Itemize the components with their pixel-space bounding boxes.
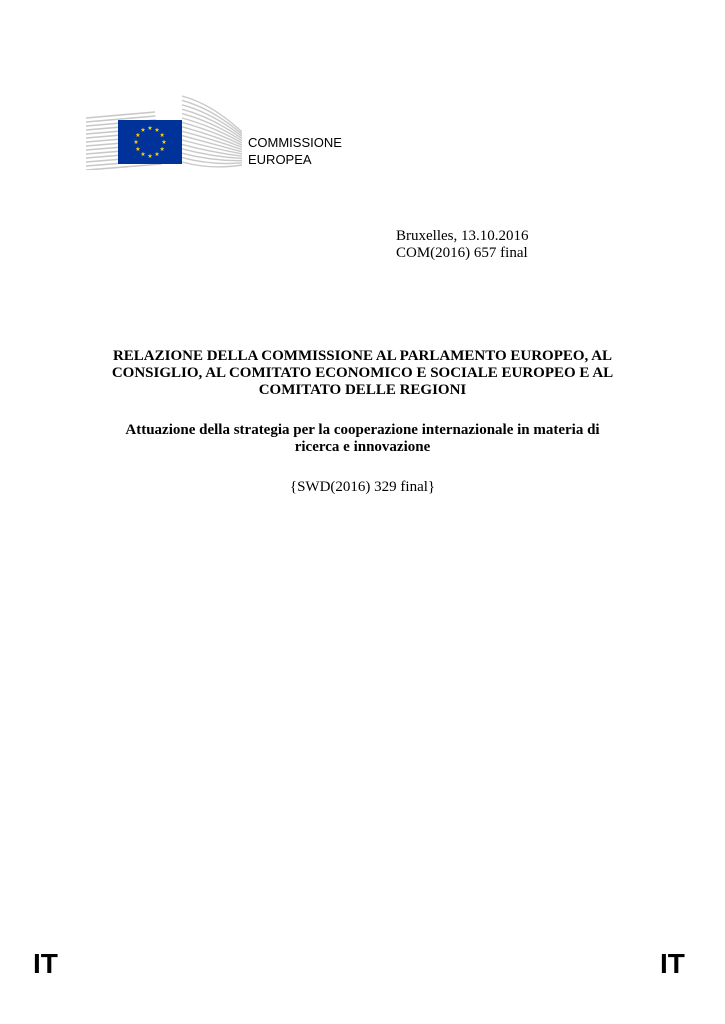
title-line-2: CONSIGLIO, AL COMITATO ECONOMICO E SOCIALE EUROPEO E AL — [111, 365, 614, 381]
subtitle-line-2: ricerca e innovazione — [294, 439, 431, 455]
organization-name — [248, 134, 342, 168]
document-title — [100, 348, 625, 399]
language-code-right: IT — [660, 948, 685, 979]
european-commission-logo-icon — [86, 92, 242, 170]
place-date: Bruxelles, 13.10.2016 — [396, 228, 529, 244]
title-line-3: COMITATO DELLE REGIONI — [258, 382, 467, 398]
org-line-2: EUROPEA — [248, 152, 312, 167]
subtitle-line-1: Attuazione della strategia per la cooperazione internazionale in materia di — [125, 422, 600, 438]
title-line-1: RELAZIONE DELLA COMMISSIONE AL PARLAMENTO EUROPEO, AL — [112, 348, 613, 364]
org-line-1: COMMISSIONE — [248, 135, 342, 150]
reference-block — [396, 228, 529, 262]
document-subtitle — [100, 422, 625, 456]
document-code: COM(2016) 657 final — [396, 245, 528, 261]
swd-reference: {SWD(2016) 329 final} — [289, 479, 436, 495]
language-code-left: IT — [33, 948, 58, 979]
